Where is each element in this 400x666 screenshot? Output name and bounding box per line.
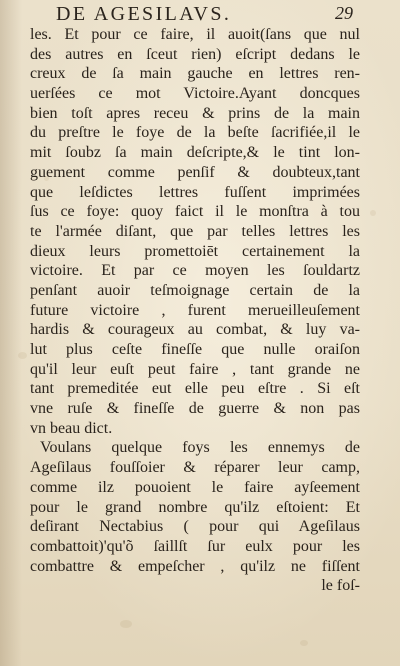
text-line: dieux leurs promettoiēt certainement la — [30, 242, 360, 260]
text-line: les. Et pour ce faire, il auoit(ſans que nul — [30, 26, 360, 43]
text-line: hardis & courageux au combat, & luy va- — [30, 321, 360, 339]
text-line: que leſdictes lettres fuſſent imprimées — [30, 183, 360, 201]
text-line: bien toſt apres receu & prins de la main — [30, 104, 360, 122]
text-line: qu'il leur euſt peut faire , tant grande ne — [30, 360, 360, 378]
text-line: lut plus ceſte fineſſe que nulle oraiſon — [30, 341, 360, 358]
text-line: creux de ſa main gauche en lettres ren- — [30, 65, 360, 83]
text-line: du preſtre le foye de la beſte ſacrifiée,il le — [30, 124, 360, 142]
paragraph-2 — [30, 438, 360, 576]
text-line: des autres en ſceut rien) eſcript dedans le — [30, 45, 360, 63]
catchword: le foſ- — [321, 577, 360, 595]
text-line: Voulans quelque foys les ennemys de — [40, 439, 360, 457]
page-header — [0, 3, 400, 27]
text-line: combattre & empeſcher , qu'ilz ne fiſſent — [30, 557, 360, 575]
text-line: uerſées ce mot Victoire.Ayant doncques — [30, 85, 360, 103]
text-line: vn beau dict. — [30, 419, 113, 437]
body-text — [30, 25, 360, 596]
text-line: guement comme penſif & doubteux,tant — [30, 163, 360, 181]
text-line: penſant auoir teſmoignage certain de la — [30, 281, 360, 299]
gutter-shadow — [0, 0, 22, 666]
text-line: Ageſilaus fouſſoier & réparer leur camp, — [30, 459, 360, 477]
text-line: comme ilz pouoient le faire ayſeement — [30, 478, 360, 496]
text-line: te l'armée diſant, que par telles lettres les — [30, 222, 360, 240]
text-line: ſus ce foye: quoy faict il le monſtra à tou — [30, 203, 360, 221]
text-line: victoire. Et par ce moyen les ſouldartz — [30, 262, 360, 280]
text-line: mit ſoubz ſa main deſcripte,& le tint lon- — [30, 144, 360, 162]
text-line: vne ruſe & fineſſe de guerre & non pas — [30, 400, 360, 418]
paragraph-1 — [30, 25, 360, 438]
text-line: deſirant Nectabius ( pour qui Ageſilaus — [30, 518, 360, 536]
text-line: pour le grand nombre qu'ilz eſtoient: Et — [30, 498, 360, 516]
text-line: tant premeditée eut elle peu eſtre . Si eſt — [30, 380, 360, 398]
text-line: combattoit)'qu'õ ſaillſt ſur eulx pour les — [30, 537, 360, 555]
page-number: 29 — [335, 3, 353, 23]
text-line: future victoire , furent merueilleuſement — [30, 301, 360, 319]
running-head: DE AGESILAVS. — [56, 3, 232, 25]
